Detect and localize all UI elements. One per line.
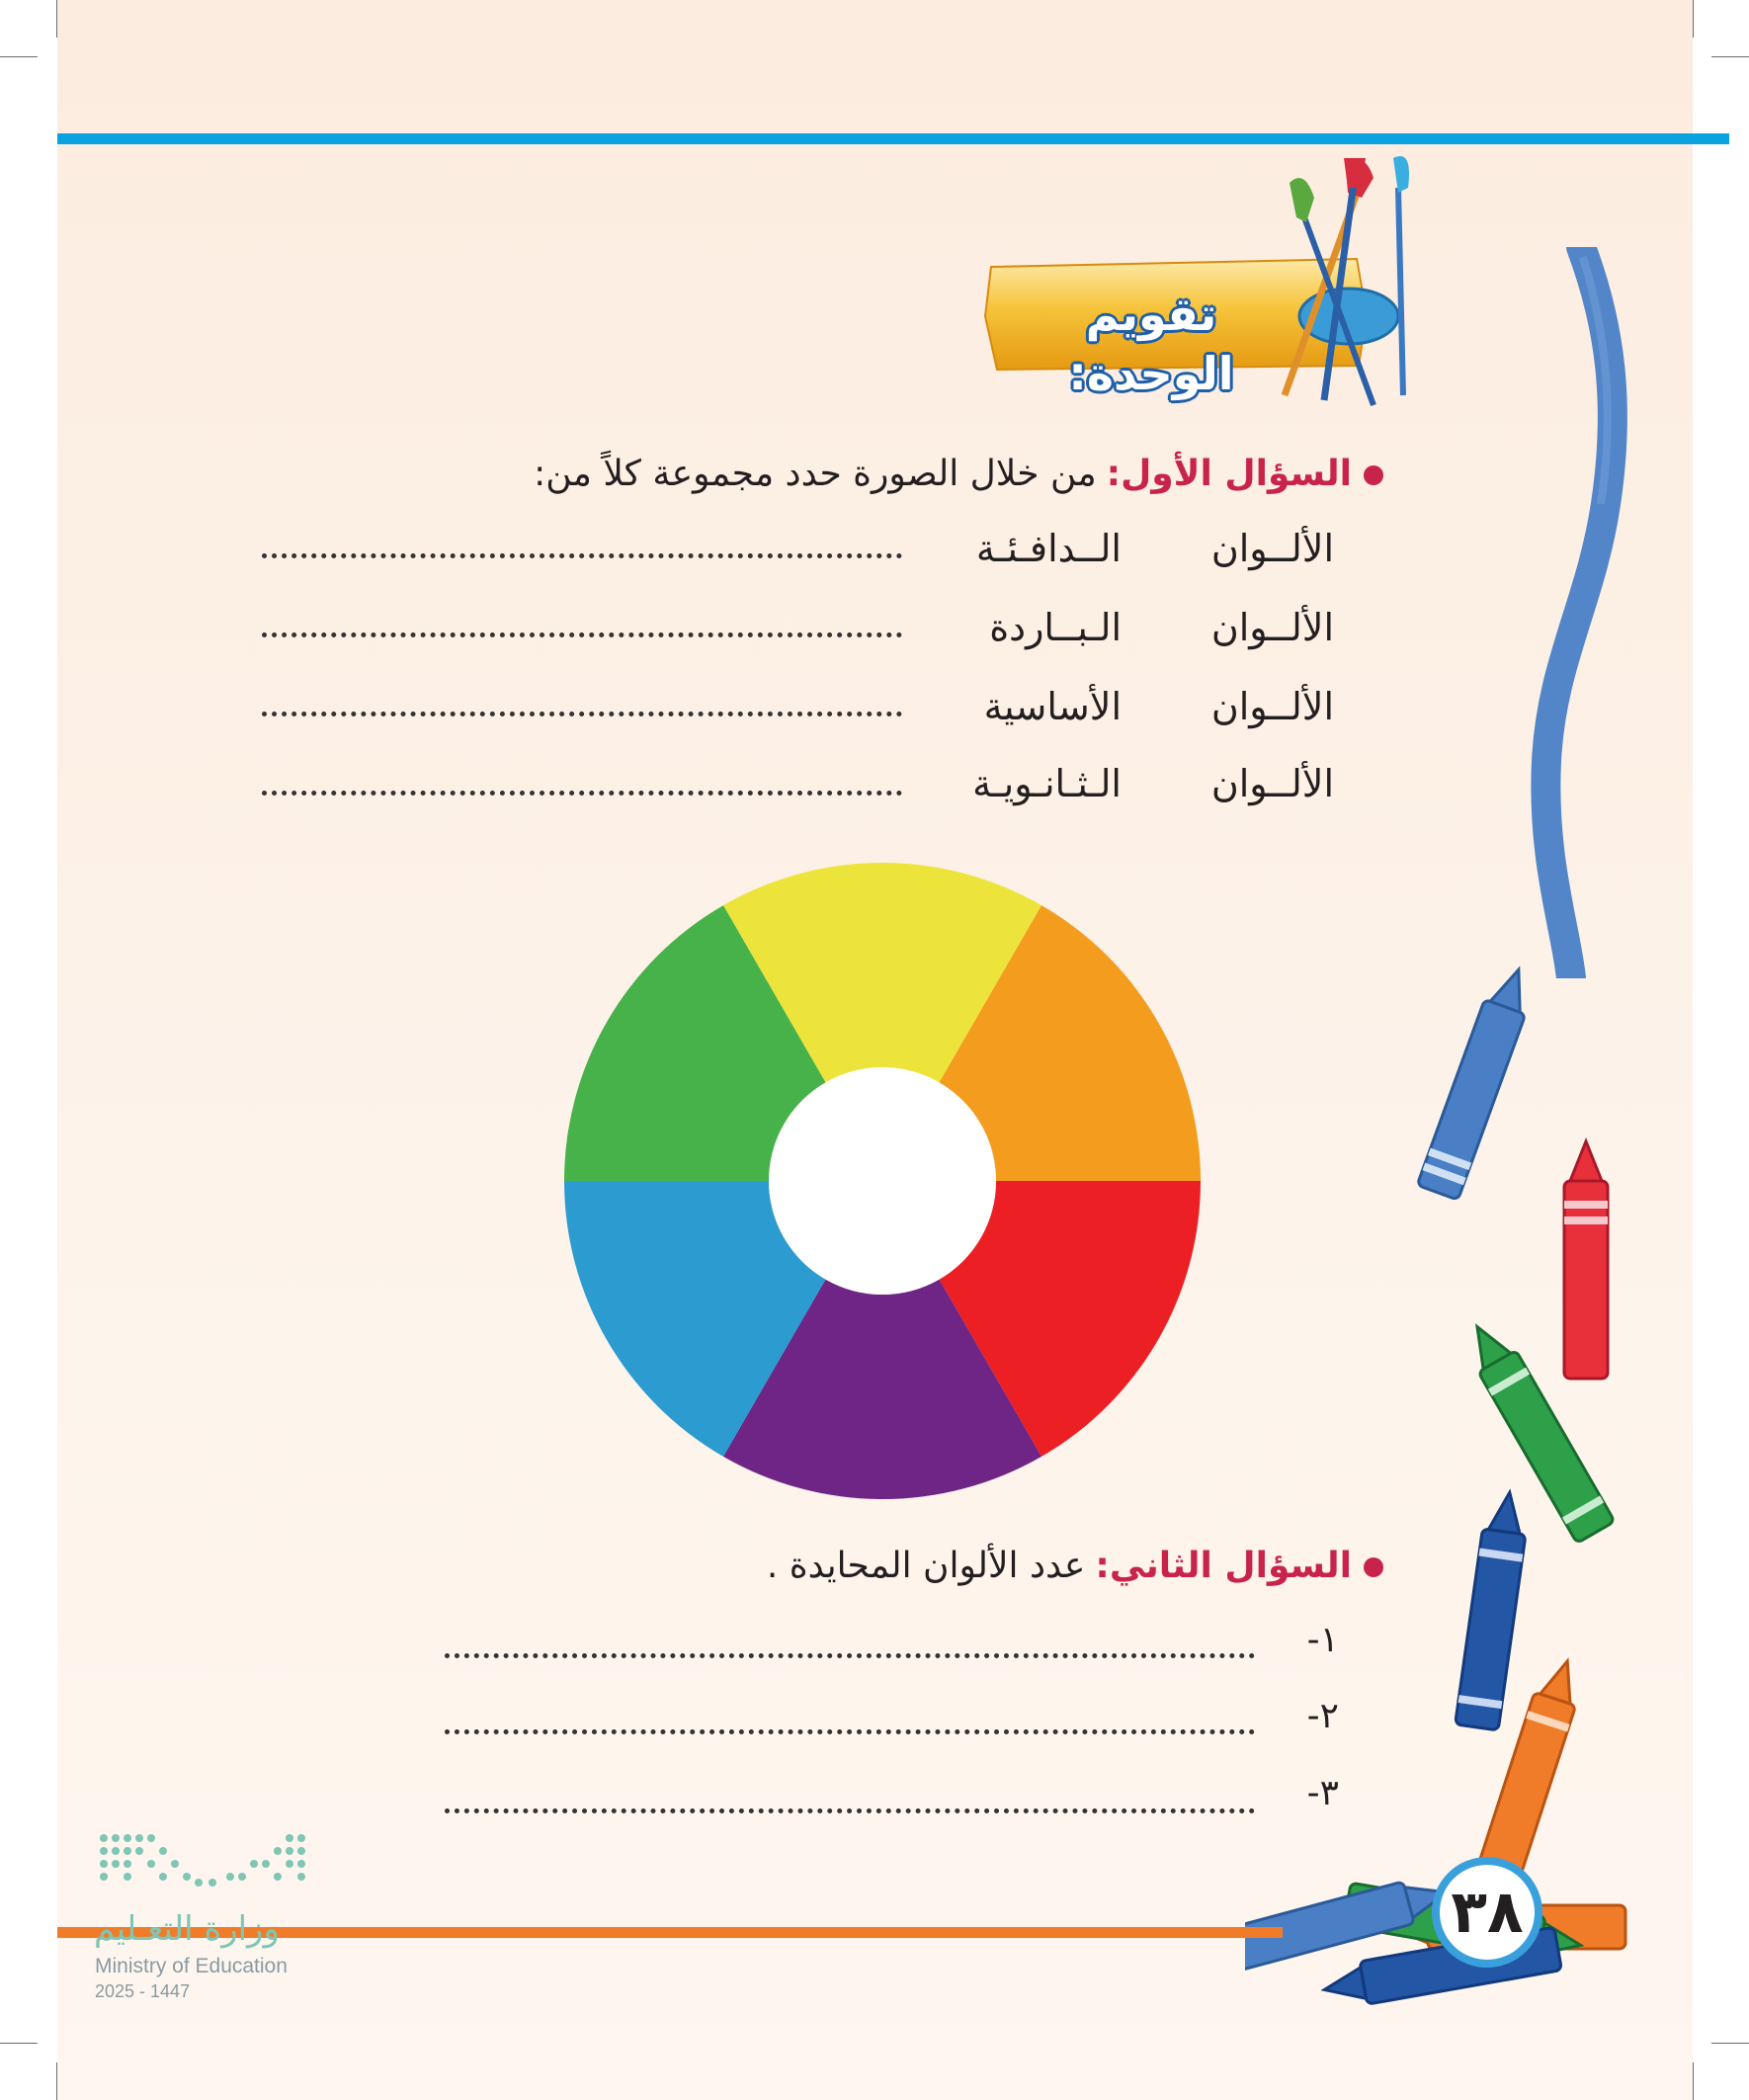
question-1-text: من خلال الصورة حدد مجموعة كلاً من: bbox=[534, 454, 1097, 494]
question-bullet-icon bbox=[1364, 465, 1383, 485]
crop-mark bbox=[1711, 56, 1749, 57]
page-number: ٣٨ bbox=[1451, 1878, 1524, 1947]
list-item-number: ٢- bbox=[1306, 1696, 1339, 1736]
blue-paint-stroke-icon bbox=[1512, 247, 1660, 978]
list-item-word1: الألــوان bbox=[1210, 606, 1334, 649]
answer-line[interactable] bbox=[262, 712, 902, 716]
question-1-heading bbox=[534, 450, 1383, 499]
list-item-number: ١- bbox=[1306, 1620, 1339, 1660]
ministry-year: 2025 - 1447 bbox=[95, 1981, 191, 2001]
answer-line[interactable] bbox=[445, 1653, 1255, 1658]
crop-mark bbox=[1693, 2062, 1694, 2100]
list-item-word2: الـثـانـويـة bbox=[972, 762, 1122, 805]
answer-line[interactable] bbox=[262, 632, 902, 637]
question-1-label: السؤال الأول: bbox=[1106, 454, 1352, 494]
crayons-illustration bbox=[1245, 949, 1690, 2016]
ministry-name-english: Ministry of Education bbox=[95, 1955, 288, 1977]
question-2-text: عدد الألوان المحايدة . bbox=[766, 1546, 1086, 1586]
wheel-center bbox=[769, 1067, 996, 1295]
list-item-word2: الــدافـئـة bbox=[975, 527, 1122, 570]
question-2-label: السؤال الثاني: bbox=[1095, 1546, 1352, 1586]
list-item-word2: الأساسية bbox=[983, 685, 1122, 728]
unit-banner-title: تقويم الوحدة: bbox=[1068, 288, 1234, 400]
answer-line[interactable] bbox=[262, 791, 902, 796]
answer-line[interactable] bbox=[445, 1729, 1255, 1734]
list-item-number: ٣- bbox=[1306, 1773, 1339, 1813]
color-wheel bbox=[561, 860, 1204, 1502]
list-item-word1: الألــوان bbox=[1210, 685, 1334, 728]
crop-mark bbox=[0, 2043, 38, 2044]
list-item-word2: الـبــاردة bbox=[989, 606, 1122, 649]
top-accent-rule bbox=[57, 133, 1729, 144]
list-item-word1: الألــوان bbox=[1210, 527, 1334, 570]
list-item-word1: الألــوان bbox=[1210, 762, 1334, 805]
paintbrushes-icon bbox=[1265, 148, 1423, 415]
crop-mark bbox=[0, 56, 38, 57]
answer-line[interactable] bbox=[262, 553, 902, 558]
crop-mark bbox=[56, 2062, 57, 2100]
ministry-name-arabic: وزارة التعـليم bbox=[94, 1909, 280, 1949]
crop-mark bbox=[1711, 2043, 1749, 2044]
crop-mark bbox=[1693, 0, 1694, 38]
answer-line[interactable] bbox=[445, 1808, 1255, 1813]
crop-mark bbox=[56, 0, 57, 38]
